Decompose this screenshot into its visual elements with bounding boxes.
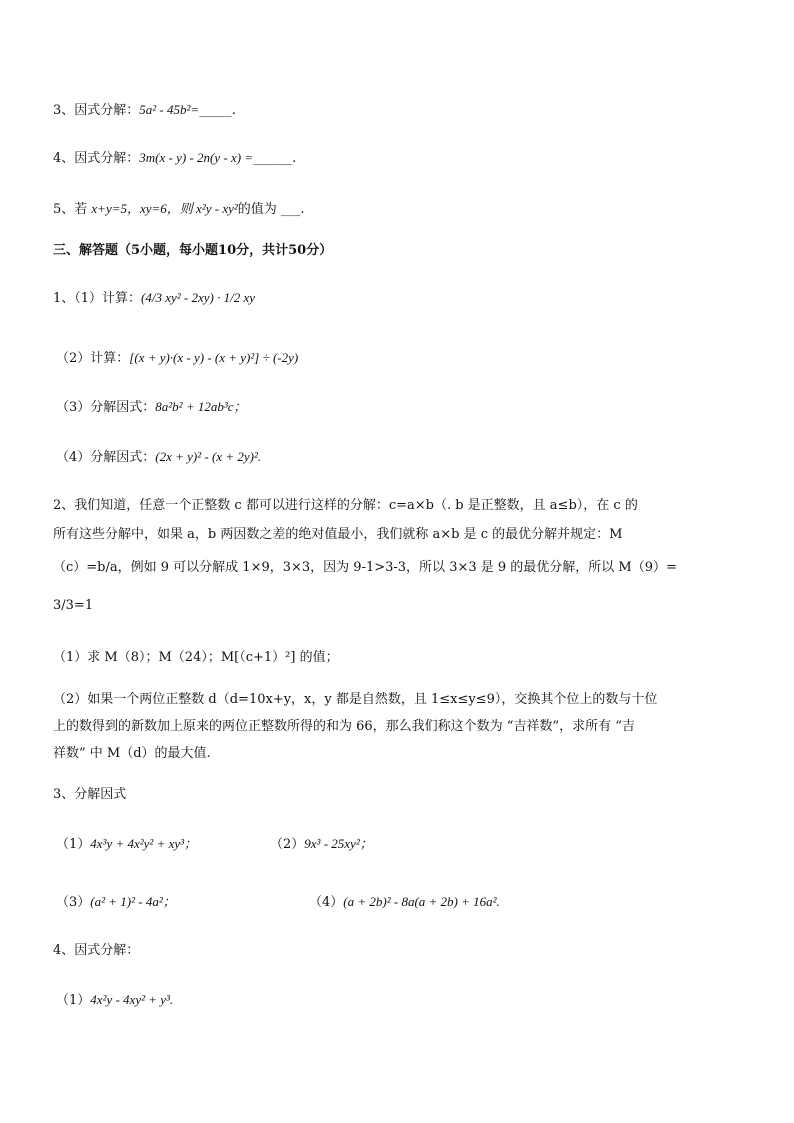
problem-1c-expression: 8a²b² + 12ab³c； bbox=[155, 399, 247, 414]
problem-3-item-3-expression: (a² + 1)² - 4a²； bbox=[90, 894, 176, 909]
problem-1a-prefix: 1、（1）计算： bbox=[53, 291, 142, 306]
problem-2-line-3: （c）=b/a，例如 9 可以分解成 1×9，3×3，因为 9-1>3-3，所以 3×3 是 9 的最优分解，所以 M（9）= bbox=[53, 560, 677, 575]
problem-2-sub-2c: 祥数” 中 M（d）的最大值. bbox=[53, 746, 211, 761]
question-4-blank: ______. bbox=[253, 151, 297, 166]
problem-1b-prefix: （2）计算： bbox=[56, 351, 130, 366]
problem-3-item-1 bbox=[56, 834, 197, 855]
problem-3-item-4-label: （4） bbox=[309, 895, 344, 910]
problem-2-line-4: 3/3=1 bbox=[53, 598, 94, 613]
problem-2-line-1: 2、我们知道，任意一个正整数 c 都可以进行这样的分解：c=a×b（. b 是正整数，且 a≤b），在 c 的 bbox=[53, 498, 638, 513]
problem-1c bbox=[56, 397, 247, 418]
problem-3-item-3-label: （3） bbox=[56, 895, 91, 910]
problem-3-item-2 bbox=[270, 834, 373, 855]
question-5-prefix: 5、若 bbox=[53, 202, 92, 217]
question-3-expression: 5a² - 45b²= bbox=[139, 102, 200, 117]
problem-2-line-2: 所有这些分解中，如果 a，b 两因数之差的绝对值最小，我们就称 a×b 是 c 的最优分解并规定：M bbox=[53, 527, 623, 542]
question-3-blank: _____. bbox=[199, 103, 236, 118]
problem-2-sub-2b: 上的数得到的新数加上原来的两位正整数所得的和为 66，那么我们称这个数为 “吉祥数”，求所有 “吉 bbox=[53, 719, 635, 734]
problem-3-item-4 bbox=[309, 892, 500, 913]
question-3 bbox=[53, 100, 236, 121]
problem-1d-prefix: （4）分解因式： bbox=[56, 450, 156, 465]
problem-3-item-3 bbox=[56, 892, 176, 913]
problem-3-item-1-expression: 4x³y + 4x²y² + xy³； bbox=[90, 836, 198, 851]
problem-1b-expression: [(x + y)·(x - y) - (x + y)²] ÷ (-2y) bbox=[129, 350, 299, 365]
problem-4-title: 4、因式分解： bbox=[53, 943, 140, 958]
problem-1a bbox=[53, 288, 255, 309]
question-5-blank: ___. bbox=[280, 202, 305, 217]
question-4 bbox=[53, 148, 296, 169]
section-3-title: 三、解答题（5小题，每小题10分，共计50分） bbox=[53, 243, 333, 258]
problem-2-sub-1: （1）求 M（8）；M（24）；M[（c+1）²] 的值； bbox=[53, 650, 339, 665]
problem-1d bbox=[56, 447, 261, 468]
question-5 bbox=[53, 199, 305, 220]
question-4-prefix: 4、因式分解： bbox=[53, 151, 140, 166]
problem-1b bbox=[56, 348, 298, 369]
problem-1c-prefix: （3）分解因式： bbox=[56, 400, 156, 415]
problem-3-item-2-expression: 9x³ - 25xy²； bbox=[304, 836, 373, 851]
question-5-condition: x+y=5，xy=6，则 x²y - xy² bbox=[91, 201, 238, 216]
question-3-prefix: 3、因式分解： bbox=[53, 103, 140, 118]
question-5-suffix: 的值为 bbox=[237, 202, 281, 217]
problem-4-item-1-expression: 4x²y - 4xy² + y³. bbox=[90, 992, 174, 1007]
question-4-expression: 3m(x - y) - 2n(y - x) = bbox=[139, 150, 254, 165]
problem-4-item-1-label: （1） bbox=[56, 993, 91, 1008]
problem-3-item-2-label: （2） bbox=[270, 837, 305, 852]
problem-4-item-1 bbox=[56, 990, 173, 1011]
problem-1a-expression: (4/3 xy² - 2xy) · 1/2 xy bbox=[141, 290, 256, 305]
problem-1d-expression: (2x + y)² - (x + 2y)². bbox=[155, 449, 262, 464]
problem-2-sub-2a: （2）如果一个两位正整数 d（d=10x+y，x，y 都是自然数，且 1≤x≤y≤9），交换其个位上的数与十位 bbox=[53, 692, 658, 707]
problem-3-item-4-expression: (a + 2b)² - 8a(a + 2b) + 16a². bbox=[343, 894, 500, 909]
problem-3-title: 3、分解因式 bbox=[53, 787, 127, 802]
problem-3-item-1-label: （1） bbox=[56, 837, 91, 852]
